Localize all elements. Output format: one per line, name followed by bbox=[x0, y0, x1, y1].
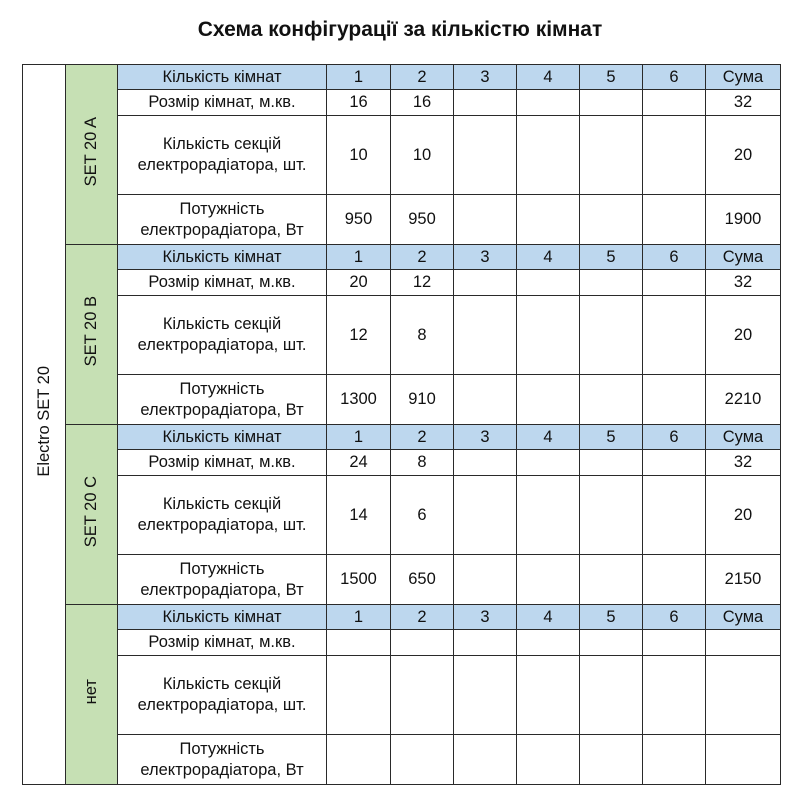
table-row bbox=[23, 735, 781, 785]
value-cell bbox=[643, 555, 706, 605]
column-header: 4 bbox=[517, 245, 580, 270]
value-cell bbox=[580, 735, 643, 785]
value-cell bbox=[643, 90, 706, 116]
value-cell bbox=[517, 296, 580, 375]
value-cell bbox=[454, 656, 517, 735]
value-cell bbox=[454, 270, 517, 296]
set-name: SET 20 C bbox=[82, 475, 100, 548]
value-cell bbox=[580, 375, 643, 425]
set-name-cell bbox=[66, 425, 118, 605]
set-name: нет bbox=[82, 678, 100, 705]
column-header: 1 bbox=[327, 605, 391, 630]
value-cell: 20 bbox=[706, 476, 781, 555]
value-cell bbox=[454, 375, 517, 425]
value-cell bbox=[454, 630, 517, 656]
configuration-table bbox=[22, 64, 781, 785]
table-row bbox=[23, 195, 781, 245]
value-cell bbox=[517, 476, 580, 555]
column-header: 1 bbox=[327, 65, 391, 90]
column-header: 3 bbox=[454, 425, 517, 450]
value-cell bbox=[643, 116, 706, 195]
value-cell bbox=[517, 656, 580, 735]
column-header: 3 bbox=[454, 605, 517, 630]
table-row bbox=[23, 656, 781, 735]
value-cell: 10 bbox=[327, 116, 391, 195]
column-header: 5 bbox=[580, 65, 643, 90]
value-cell: 32 bbox=[706, 450, 781, 476]
page-title: Схема конфігурації за кількістю кімнат bbox=[197, 18, 603, 41]
table-row bbox=[23, 450, 781, 476]
value-cell bbox=[643, 195, 706, 245]
set-name-cell bbox=[66, 605, 118, 785]
value-cell: 10 bbox=[391, 116, 454, 195]
value-cell bbox=[517, 450, 580, 476]
value-cell: 8 bbox=[391, 450, 454, 476]
value-cell: 20 bbox=[706, 296, 781, 375]
value-cell bbox=[327, 630, 391, 656]
value-cell bbox=[454, 90, 517, 116]
value-cell bbox=[580, 90, 643, 116]
value-cell bbox=[454, 476, 517, 555]
value-cell bbox=[580, 195, 643, 245]
column-header: 3 bbox=[454, 65, 517, 90]
value-cell: 12 bbox=[327, 296, 391, 375]
value-cell: 910 bbox=[391, 375, 454, 425]
value-cell bbox=[643, 476, 706, 555]
table-row bbox=[23, 270, 781, 296]
column-header: 4 bbox=[517, 605, 580, 630]
table-row bbox=[23, 476, 781, 555]
product-cell bbox=[23, 65, 66, 785]
column-header: 2 bbox=[391, 605, 454, 630]
set-name-cell bbox=[66, 245, 118, 425]
value-cell: 2150 bbox=[706, 555, 781, 605]
value-cell bbox=[580, 270, 643, 296]
row-label: Кількість секцій електрорадіатора, шт. bbox=[118, 476, 327, 555]
table-row bbox=[23, 630, 781, 656]
value-cell: 950 bbox=[327, 195, 391, 245]
set-name: SET 20 A bbox=[82, 116, 100, 187]
column-header: 2 bbox=[391, 245, 454, 270]
value-cell: 1900 bbox=[706, 195, 781, 245]
value-cell bbox=[643, 375, 706, 425]
value-cell bbox=[454, 296, 517, 375]
table-row bbox=[23, 296, 781, 375]
value-cell bbox=[580, 555, 643, 605]
row-label: Кількість кімнат bbox=[118, 605, 327, 630]
table-row bbox=[23, 116, 781, 195]
value-cell bbox=[391, 735, 454, 785]
value-cell bbox=[517, 90, 580, 116]
column-header: 1 bbox=[327, 245, 391, 270]
column-header: Сума bbox=[706, 245, 781, 270]
value-cell bbox=[454, 735, 517, 785]
value-cell: 6 bbox=[391, 476, 454, 555]
row-label: Кількість кімнат bbox=[118, 425, 327, 450]
value-cell bbox=[517, 375, 580, 425]
table-row bbox=[23, 555, 781, 605]
column-header: 4 bbox=[517, 65, 580, 90]
row-label: Кількість секцій електрорадіатора, шт. bbox=[118, 656, 327, 735]
value-cell bbox=[580, 656, 643, 735]
column-header: 5 bbox=[580, 605, 643, 630]
value-cell bbox=[580, 476, 643, 555]
header-row bbox=[23, 605, 781, 630]
value-cell bbox=[517, 735, 580, 785]
column-header: 5 bbox=[580, 245, 643, 270]
value-cell: 32 bbox=[706, 90, 781, 116]
value-cell bbox=[517, 195, 580, 245]
value-cell: 32 bbox=[706, 270, 781, 296]
row-label: Розмір кімнат, м.кв. bbox=[118, 90, 327, 116]
value-cell: 14 bbox=[327, 476, 391, 555]
value-cell bbox=[580, 116, 643, 195]
product-name: Electro SET 20 bbox=[34, 366, 53, 477]
value-cell: 16 bbox=[391, 90, 454, 116]
row-label: Кількість секцій електрорадіатора, шт. bbox=[118, 116, 327, 195]
value-cell: 2210 bbox=[706, 375, 781, 425]
row-label: Кількість кімнат bbox=[118, 65, 327, 90]
value-cell bbox=[643, 270, 706, 296]
header-row bbox=[23, 65, 781, 90]
value-cell bbox=[517, 270, 580, 296]
value-cell bbox=[706, 735, 781, 785]
column-header: 2 bbox=[391, 65, 454, 90]
value-cell bbox=[643, 630, 706, 656]
row-label: Розмір кімнат, м.кв. bbox=[118, 270, 327, 296]
column-header: 2 bbox=[391, 425, 454, 450]
set-name-cell bbox=[66, 65, 118, 245]
column-header: Сума bbox=[706, 65, 781, 90]
value-cell bbox=[391, 630, 454, 656]
column-header: 6 bbox=[643, 65, 706, 90]
value-cell bbox=[454, 116, 517, 195]
row-label: Розмір кімнат, м.кв. bbox=[118, 450, 327, 476]
value-cell bbox=[706, 630, 781, 656]
value-cell bbox=[580, 450, 643, 476]
row-label: Потужність електрорадіатора, Вт bbox=[118, 195, 327, 245]
value-cell: 1300 bbox=[327, 375, 391, 425]
row-label: Потужність електрорадіатора, Вт bbox=[118, 555, 327, 605]
value-cell bbox=[391, 656, 454, 735]
table-row bbox=[23, 375, 781, 425]
value-cell: 1500 bbox=[327, 555, 391, 605]
value-cell: 950 bbox=[391, 195, 454, 245]
value-cell: 12 bbox=[391, 270, 454, 296]
column-header: 6 bbox=[643, 425, 706, 450]
value-cell bbox=[327, 656, 391, 735]
column-header: 1 bbox=[327, 425, 391, 450]
row-label: Потужність електрорадіатора, Вт bbox=[118, 735, 327, 785]
value-cell bbox=[706, 656, 781, 735]
value-cell bbox=[643, 450, 706, 476]
column-header: 3 bbox=[454, 245, 517, 270]
table-row bbox=[23, 90, 781, 116]
set-name: SET 20 B bbox=[82, 296, 100, 367]
column-header: 6 bbox=[643, 245, 706, 270]
header-row bbox=[23, 425, 781, 450]
value-cell: 8 bbox=[391, 296, 454, 375]
value-cell: 650 bbox=[391, 555, 454, 605]
value-cell bbox=[454, 450, 517, 476]
row-label: Потужність електрорадіатора, Вт bbox=[118, 375, 327, 425]
value-cell bbox=[643, 735, 706, 785]
value-cell bbox=[517, 630, 580, 656]
value-cell bbox=[643, 296, 706, 375]
value-cell: 20 bbox=[706, 116, 781, 195]
value-cell bbox=[454, 555, 517, 605]
column-header: Сума bbox=[706, 425, 781, 450]
value-cell bbox=[517, 555, 580, 605]
column-header: 5 bbox=[580, 425, 643, 450]
value-cell bbox=[580, 630, 643, 656]
value-cell: 20 bbox=[327, 270, 391, 296]
header-row bbox=[23, 245, 781, 270]
column-header: Сума bbox=[706, 605, 781, 630]
value-cell bbox=[454, 195, 517, 245]
column-header: 4 bbox=[517, 425, 580, 450]
row-label: Розмір кімнат, м.кв. bbox=[118, 630, 327, 656]
row-label: Кількість кімнат bbox=[118, 245, 327, 270]
value-cell bbox=[580, 296, 643, 375]
value-cell: 24 bbox=[327, 450, 391, 476]
value-cell bbox=[327, 735, 391, 785]
value-cell bbox=[517, 116, 580, 195]
value-cell bbox=[643, 656, 706, 735]
row-label: Кількість секцій електрорадіатора, шт. bbox=[118, 296, 327, 375]
value-cell: 16 bbox=[327, 90, 391, 116]
column-header: 6 bbox=[643, 605, 706, 630]
